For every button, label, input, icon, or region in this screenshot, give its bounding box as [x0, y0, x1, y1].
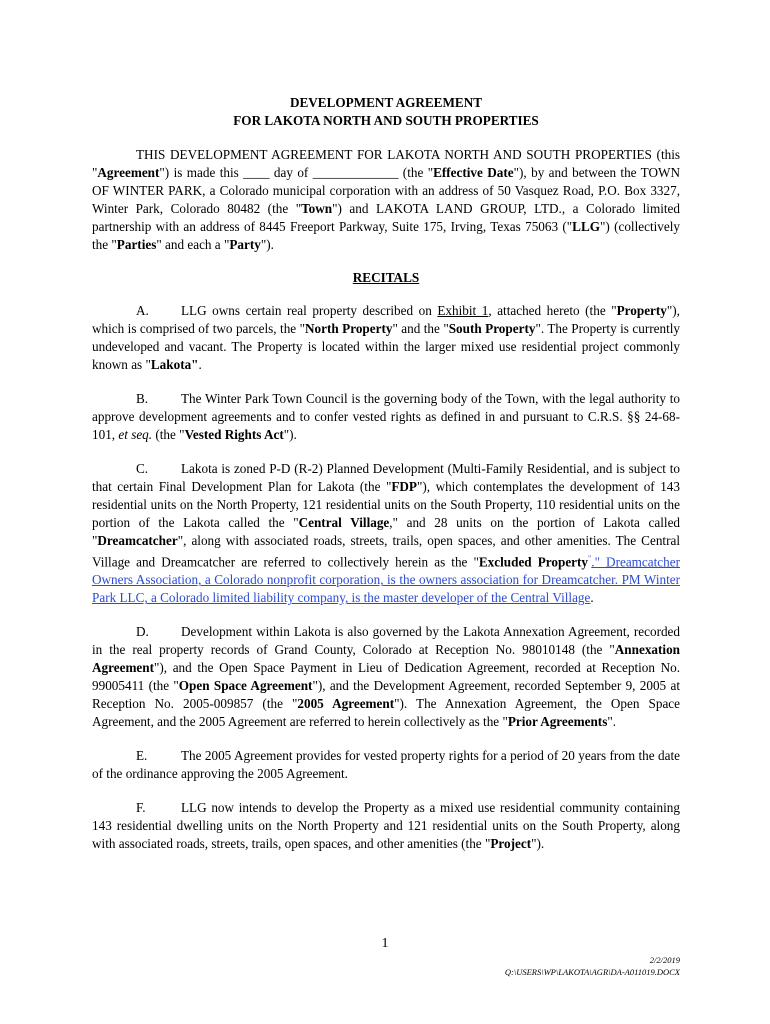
exhibit-reference: Exhibit 1	[437, 303, 489, 318]
document-footer	[505, 954, 680, 978]
recitals-heading: RECITALS	[352, 270, 420, 285]
defined-term: Project	[490, 836, 532, 852]
text: .	[198, 357, 202, 372]
recital-label: F.	[136, 800, 146, 816]
recital-b	[92, 390, 680, 444]
page-number: 1	[381, 936, 389, 951]
defined-term: Effective Date	[433, 165, 514, 180]
title-line-2: FOR LAKOTA NORTH AND SOUTH PROPERTIES	[233, 113, 539, 128]
defined-term: South Property	[448, 321, 536, 336]
text: LLG owns certain real property described on	[181, 303, 438, 318]
tracked-deletion-mark: "	[588, 554, 592, 563]
text: ").	[531, 836, 545, 852]
recital-label: B.	[136, 391, 149, 406]
recital-label: D.	[136, 624, 149, 640]
text: Development within Lakota is also governed by the Lakota Annexation Agreement, recorded in the real property records of Grand County, Colorado at Reception No. 98010148 (the "	[92, 624, 680, 658]
defined-term: LLG	[572, 219, 601, 234]
defined-term: Property	[616, 303, 667, 318]
defined-term: Agreement	[97, 165, 160, 180]
text: "), and the Open Space Payment in Lieu of Dedication Agreement, recorded at Reception No. 99005411 (the "	[92, 660, 680, 694]
text: ", along with associated roads, streets, trails, open spaces, and other amenities. The Central Village and Dreamcatcher are referred to collectively herein as the "	[92, 533, 680, 570]
footer-file-path: Q:\USERS\WP\LAKOTA\AGR\DA-A011019.DOCX	[504, 967, 680, 977]
intro-paragraph	[92, 146, 680, 254]
text: ").	[260, 237, 274, 252]
footer-date: 2/2/2019	[649, 955, 680, 965]
text: "), which is comprised of two parcels, the "	[92, 303, 680, 336]
defined-term: Central Village	[298, 515, 390, 530]
text: "), and the Development Agreement, recorded September 9, 2005 at Reception No. 2005-009857 (the "	[92, 678, 680, 712]
recital-a	[92, 302, 680, 374]
text: ") and LAKOTA LAND GROUP, LTD., a Colorado limited partnership with an address of 8445 Freeport Parkway, Suite 175, Irving, Texas 75063 ("	[92, 201, 680, 234]
text: ".	[607, 714, 617, 730]
recital-f	[92, 799, 680, 853]
text: ") is made this ____ day of _____________ (the "	[159, 165, 434, 180]
text: .	[590, 590, 594, 606]
defined-term: 2005 Agreement	[297, 696, 395, 712]
defined-term: Open Space Agreement	[178, 678, 313, 694]
recital-label: C.	[136, 461, 149, 476]
document-page	[92, 88, 680, 869]
text: "), by and between the TOWN OF WINTER PARK, a Colorado municipal corporation with an address of 50 Vasquez Road, P.O. Box 3327, Winter Park, Colorado 80482 (the "	[92, 165, 680, 216]
text: The 2005 Agreement provides for vested property rights for a period of 20 years from the date of the ordinance approving the 2005 Agreement.	[92, 748, 680, 782]
document-title	[92, 94, 680, 130]
text: " and each a "	[156, 237, 230, 252]
text: "), which contemplates the development of 143 residential units on the North Property, 121 residential units on the South Property, 110 residential units on the portion of the Lakota called the "	[92, 479, 680, 530]
recital-d	[92, 623, 680, 731]
recital-label: E.	[136, 748, 148, 764]
defined-term: Town	[301, 201, 333, 216]
text: " and the "	[392, 321, 449, 336]
text: (the "	[152, 427, 185, 442]
defined-term: Vested Rights Act	[184, 427, 284, 442]
defined-term: Annexation Agreement	[92, 642, 680, 676]
defined-term: Dreamcatcher	[97, 533, 178, 548]
defined-term: Prior Agreements	[507, 714, 608, 730]
defined-term: FDP	[391, 479, 417, 494]
text: THIS DEVELOPMENT AGREEMENT FOR LAKOTA NORTH AND SOUTH PROPERTIES (this "	[92, 147, 680, 180]
recital-c	[92, 460, 680, 607]
text: ," and 28 units on the portion of Lakota called "	[92, 515, 681, 548]
defined-term: Excluded Property	[478, 554, 589, 570]
text: Lakota is zoned P-D (R-2) Planned Development (Multi-Family Residential, and is subject to that certain Final Development Plan for Lakota (the "	[92, 461, 680, 494]
tracked-insertion: ." Dreamcatcher Owners Association, a Colorado nonprofit corporation, is the owners association for Dreamcatcher. PM Winter Park LLC, a Colorado limited liability company, is the master developer of the Central Village	[92, 554, 680, 606]
defined-term: North Property	[305, 321, 393, 336]
recital-e	[92, 747, 680, 783]
title-line-1: DEVELOPMENT AGREEMENT	[289, 95, 483, 110]
italic-text: et seq.	[118, 427, 153, 442]
text: ". The Property is currently undeveloped and vacant. The Property is located within the larger mixed use residential project commonly known as "	[92, 321, 680, 372]
defined-term: Party	[229, 237, 261, 252]
text: ").	[283, 427, 297, 442]
defined-term: Parties	[116, 237, 157, 252]
text: LLG now intends to develop the Property as a mixed use residential community containing 143 residential dwelling units on the North Property and 121 residential units on the South Property, along with associated roads, streets, trails, open spaces, and other amenities (the "	[92, 800, 680, 852]
text: "). The Annexation Agreement, the Open Space Agreement, and the 2005 Agreement are referred to herein collectively as the "	[92, 696, 681, 730]
text: , attached hereto (the "	[488, 303, 617, 318]
text: The Winter Park Town Council is the governing body of the Town, with the legal authority to approve development agreements and to confer vested rights as defined in and pursuant to C.R.S. §§ 24-68-101,	[92, 391, 680, 442]
defined-term: Lakota"	[150, 357, 199, 372]
recital-label: A.	[136, 303, 149, 318]
text: ") (collectively the "	[92, 219, 681, 252]
